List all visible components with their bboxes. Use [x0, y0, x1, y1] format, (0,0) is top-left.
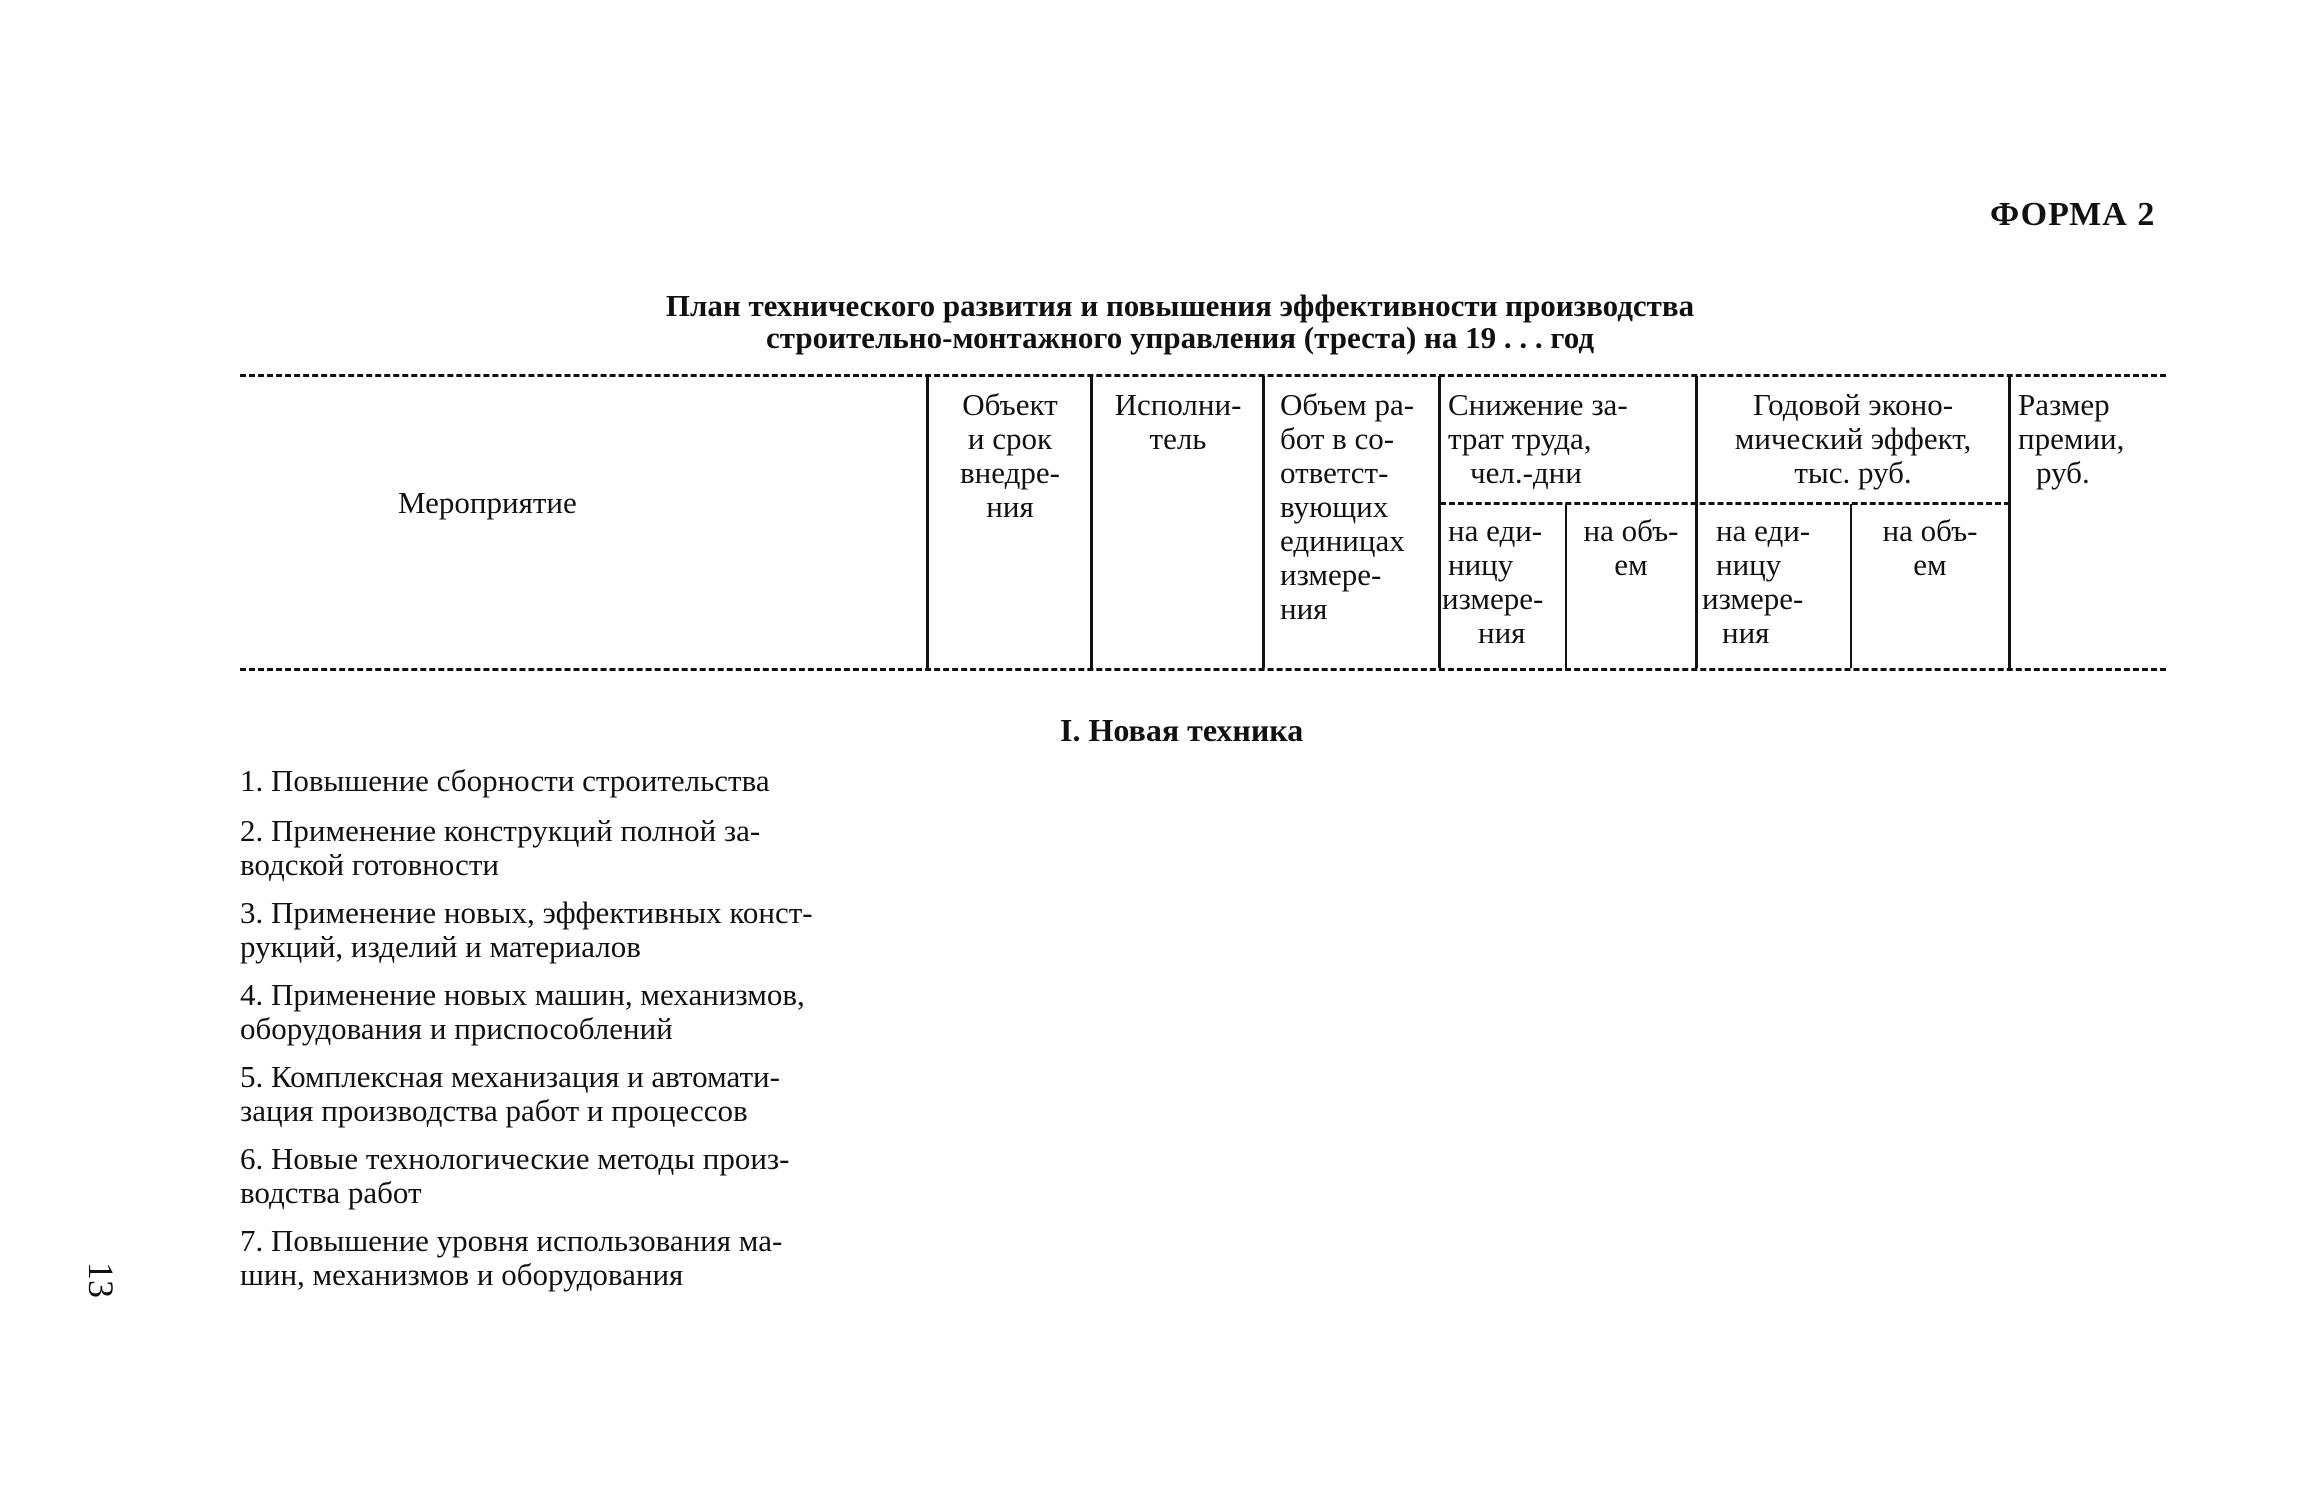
- header-annual-effect: Годовой эконо- мический эффект, тыс. руб.: [1734, 387, 1972, 490]
- header-volume: Объем ра- бот в со- ответст- вующих единицах измере- ния: [1280, 387, 1415, 626]
- column-divider-1: [926, 376, 929, 668]
- list-item: 6. Новые технологические методы произ- водства работ: [240, 1141, 790, 1210]
- page-number: 13: [81, 1262, 121, 1298]
- column-divider-7: [1850, 504, 1852, 668]
- list-item: 5. Комплексная механизация и автомати- зация производства работ и процессов: [240, 1059, 780, 1128]
- header-labor-per-unit: на еди- ницу измере- ния: [1442, 513, 1544, 650]
- list-item: 2. Применение конструкций полной за- водской готовности: [240, 813, 761, 882]
- header-effect-per-unit: на еди- ницу измере- ния: [1702, 513, 1811, 650]
- table-bottom-rule: [240, 668, 2166, 671]
- column-divider-2: [1090, 376, 1093, 668]
- list-item: 4. Применение новых машин, механизмов, оборудования и приспособлений: [240, 977, 805, 1046]
- column-divider-3: [1262, 376, 1265, 668]
- column-divider-5: [1565, 504, 1567, 668]
- table-top-rule: [240, 374, 2166, 377]
- header-object: Объект и срок внедре- ния: [960, 387, 1060, 524]
- header-activity: Мероприятие: [398, 485, 577, 520]
- header-effect-per-volume: на объ- ем: [1882, 513, 1978, 582]
- column-divider-4: [1438, 376, 1441, 668]
- header-executor: Исполни- тель: [1114, 387, 1242, 456]
- header-labor-reduction: Снижение за- трат труда, чел.-дни: [1448, 387, 1628, 490]
- subheader-rule: [1440, 502, 2010, 505]
- section-title: I. Новая техника: [1060, 712, 1304, 748]
- list-item: 3. Применение новых, эффективных конст- рукций, изделий и материалов: [240, 895, 813, 964]
- column-divider-8: [2008, 376, 2011, 668]
- list-item: 1. Повышение сборности строительства: [240, 763, 770, 798]
- header-bonus: Размер премии, руб.: [2018, 387, 2125, 490]
- document-title-line-2: строительно-монтажного управления (треста) на 19 . . . год: [765, 320, 1595, 355]
- document-title-line-1: План технического развития и повышения эффективности производства: [665, 288, 1695, 323]
- form-label: ФОРМА 2: [1990, 196, 2156, 233]
- list-item: 7. Повышение уровня использования ма- шин, механизмов и оборудования: [240, 1223, 783, 1292]
- header-labor-per-volume: на объ- ем: [1583, 513, 1679, 582]
